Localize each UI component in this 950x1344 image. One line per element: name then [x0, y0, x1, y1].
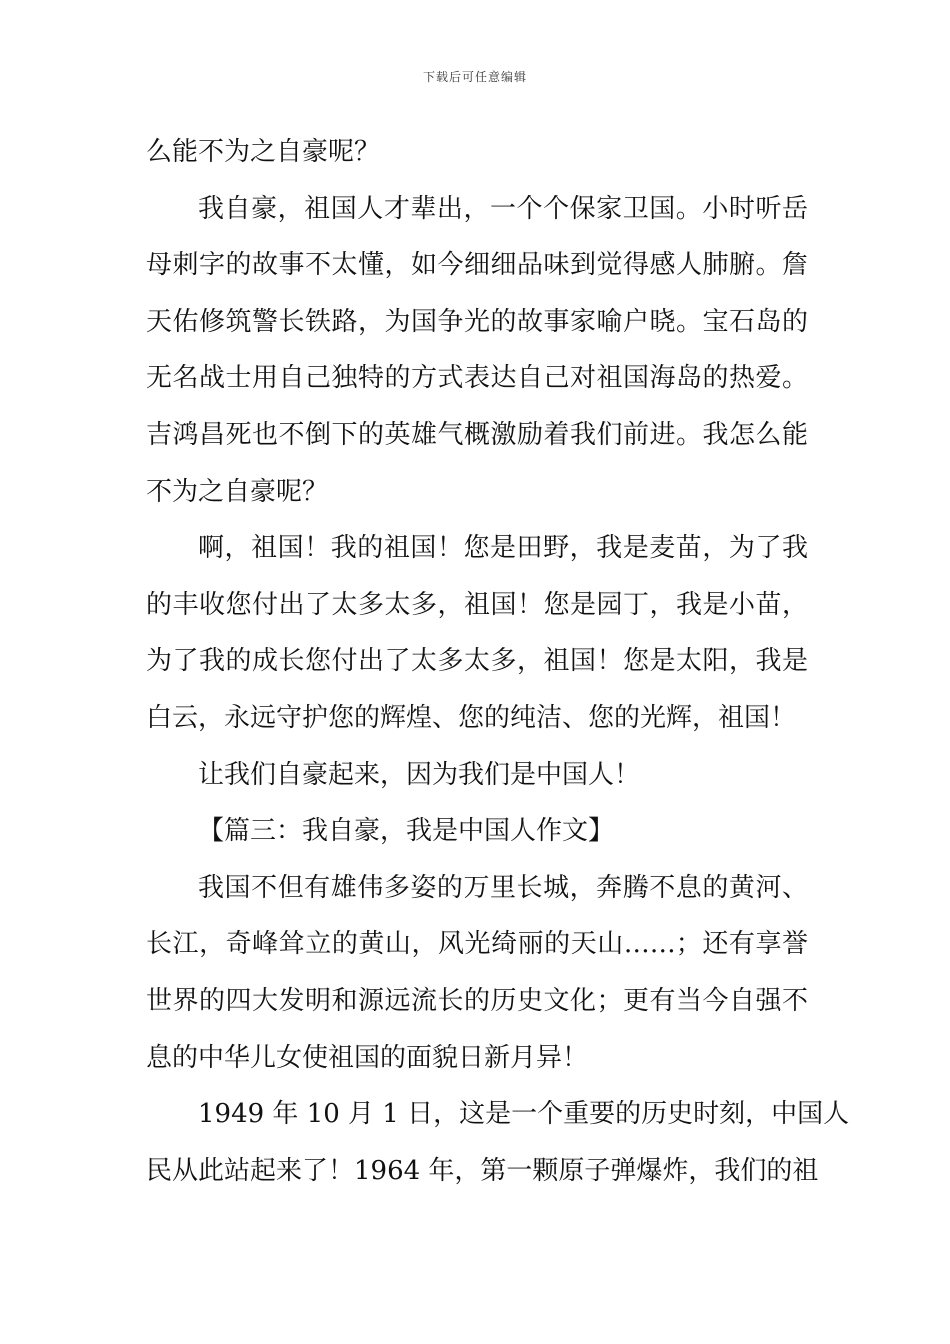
text-line: 世界的四大发明和源远流长的历史文化；更有当今自强不 — [146, 985, 808, 1016]
text-line: 吉鸿昌死也不倒下的英雄气概激励着我们前进。我怎么能 — [146, 419, 808, 450]
text-line: 长江，奇峰耸立的黄山，风光绮丽的天山……；还有享誉 — [146, 929, 808, 960]
text-line: 民从此站起来了！1964 年，第一颗原子弹爆炸，我们的祖 — [146, 1155, 819, 1186]
text-line: 息的中华儿女使祖国的面貌日新月异！ — [146, 1042, 589, 1073]
text-line: 我自豪，祖国人才辈出，一个个保家卫国。小时听岳 — [198, 193, 808, 224]
text-line: 为了我的成长您付出了太多太多，祖国！您是太阳，我是 — [146, 646, 808, 677]
text-line: 母刺字的故事不太懂，如今细细品味到觉得感人肺腑。詹 — [146, 250, 808, 281]
section-heading: 【篇三：我自豪，我是中国人作文】 — [198, 816, 615, 847]
text-line: 么能不为之自豪呢？ — [146, 137, 381, 167]
text-line: 我国不但有雄伟多姿的万里长城，奔腾不息的黄河、 — [198, 872, 808, 903]
text-line: 1949 年 10 月 1 日，这是一个重要的历史时刻，中国人 — [198, 1099, 850, 1130]
text-line: 啊，祖国！我的祖国！您是田野，我是麦苗，为了我 — [198, 533, 808, 564]
document-body — [146, 124, 850, 1199]
text-line: 天佑修筑警长铁路，为国争光的故事家喻户晓。宝石岛的 — [146, 306, 808, 337]
header-note: 下载后可任意编辑 — [422, 70, 527, 84]
text-line: 白云，永远守护您的辉煌、您的纯洁、您的光辉，祖国！ — [146, 702, 797, 733]
text-line: 无名战士用自己独特的方式表达自己对祖国海岛的热爱。 — [146, 363, 808, 394]
text-line: 让我们自豪起来，因为我们是中国人！ — [198, 759, 641, 790]
text-line: 不为之自豪呢？ — [146, 476, 329, 507]
text-line: 的丰收您付出了太多太多，祖国！您是园丁，我是小苗， — [146, 589, 808, 620]
